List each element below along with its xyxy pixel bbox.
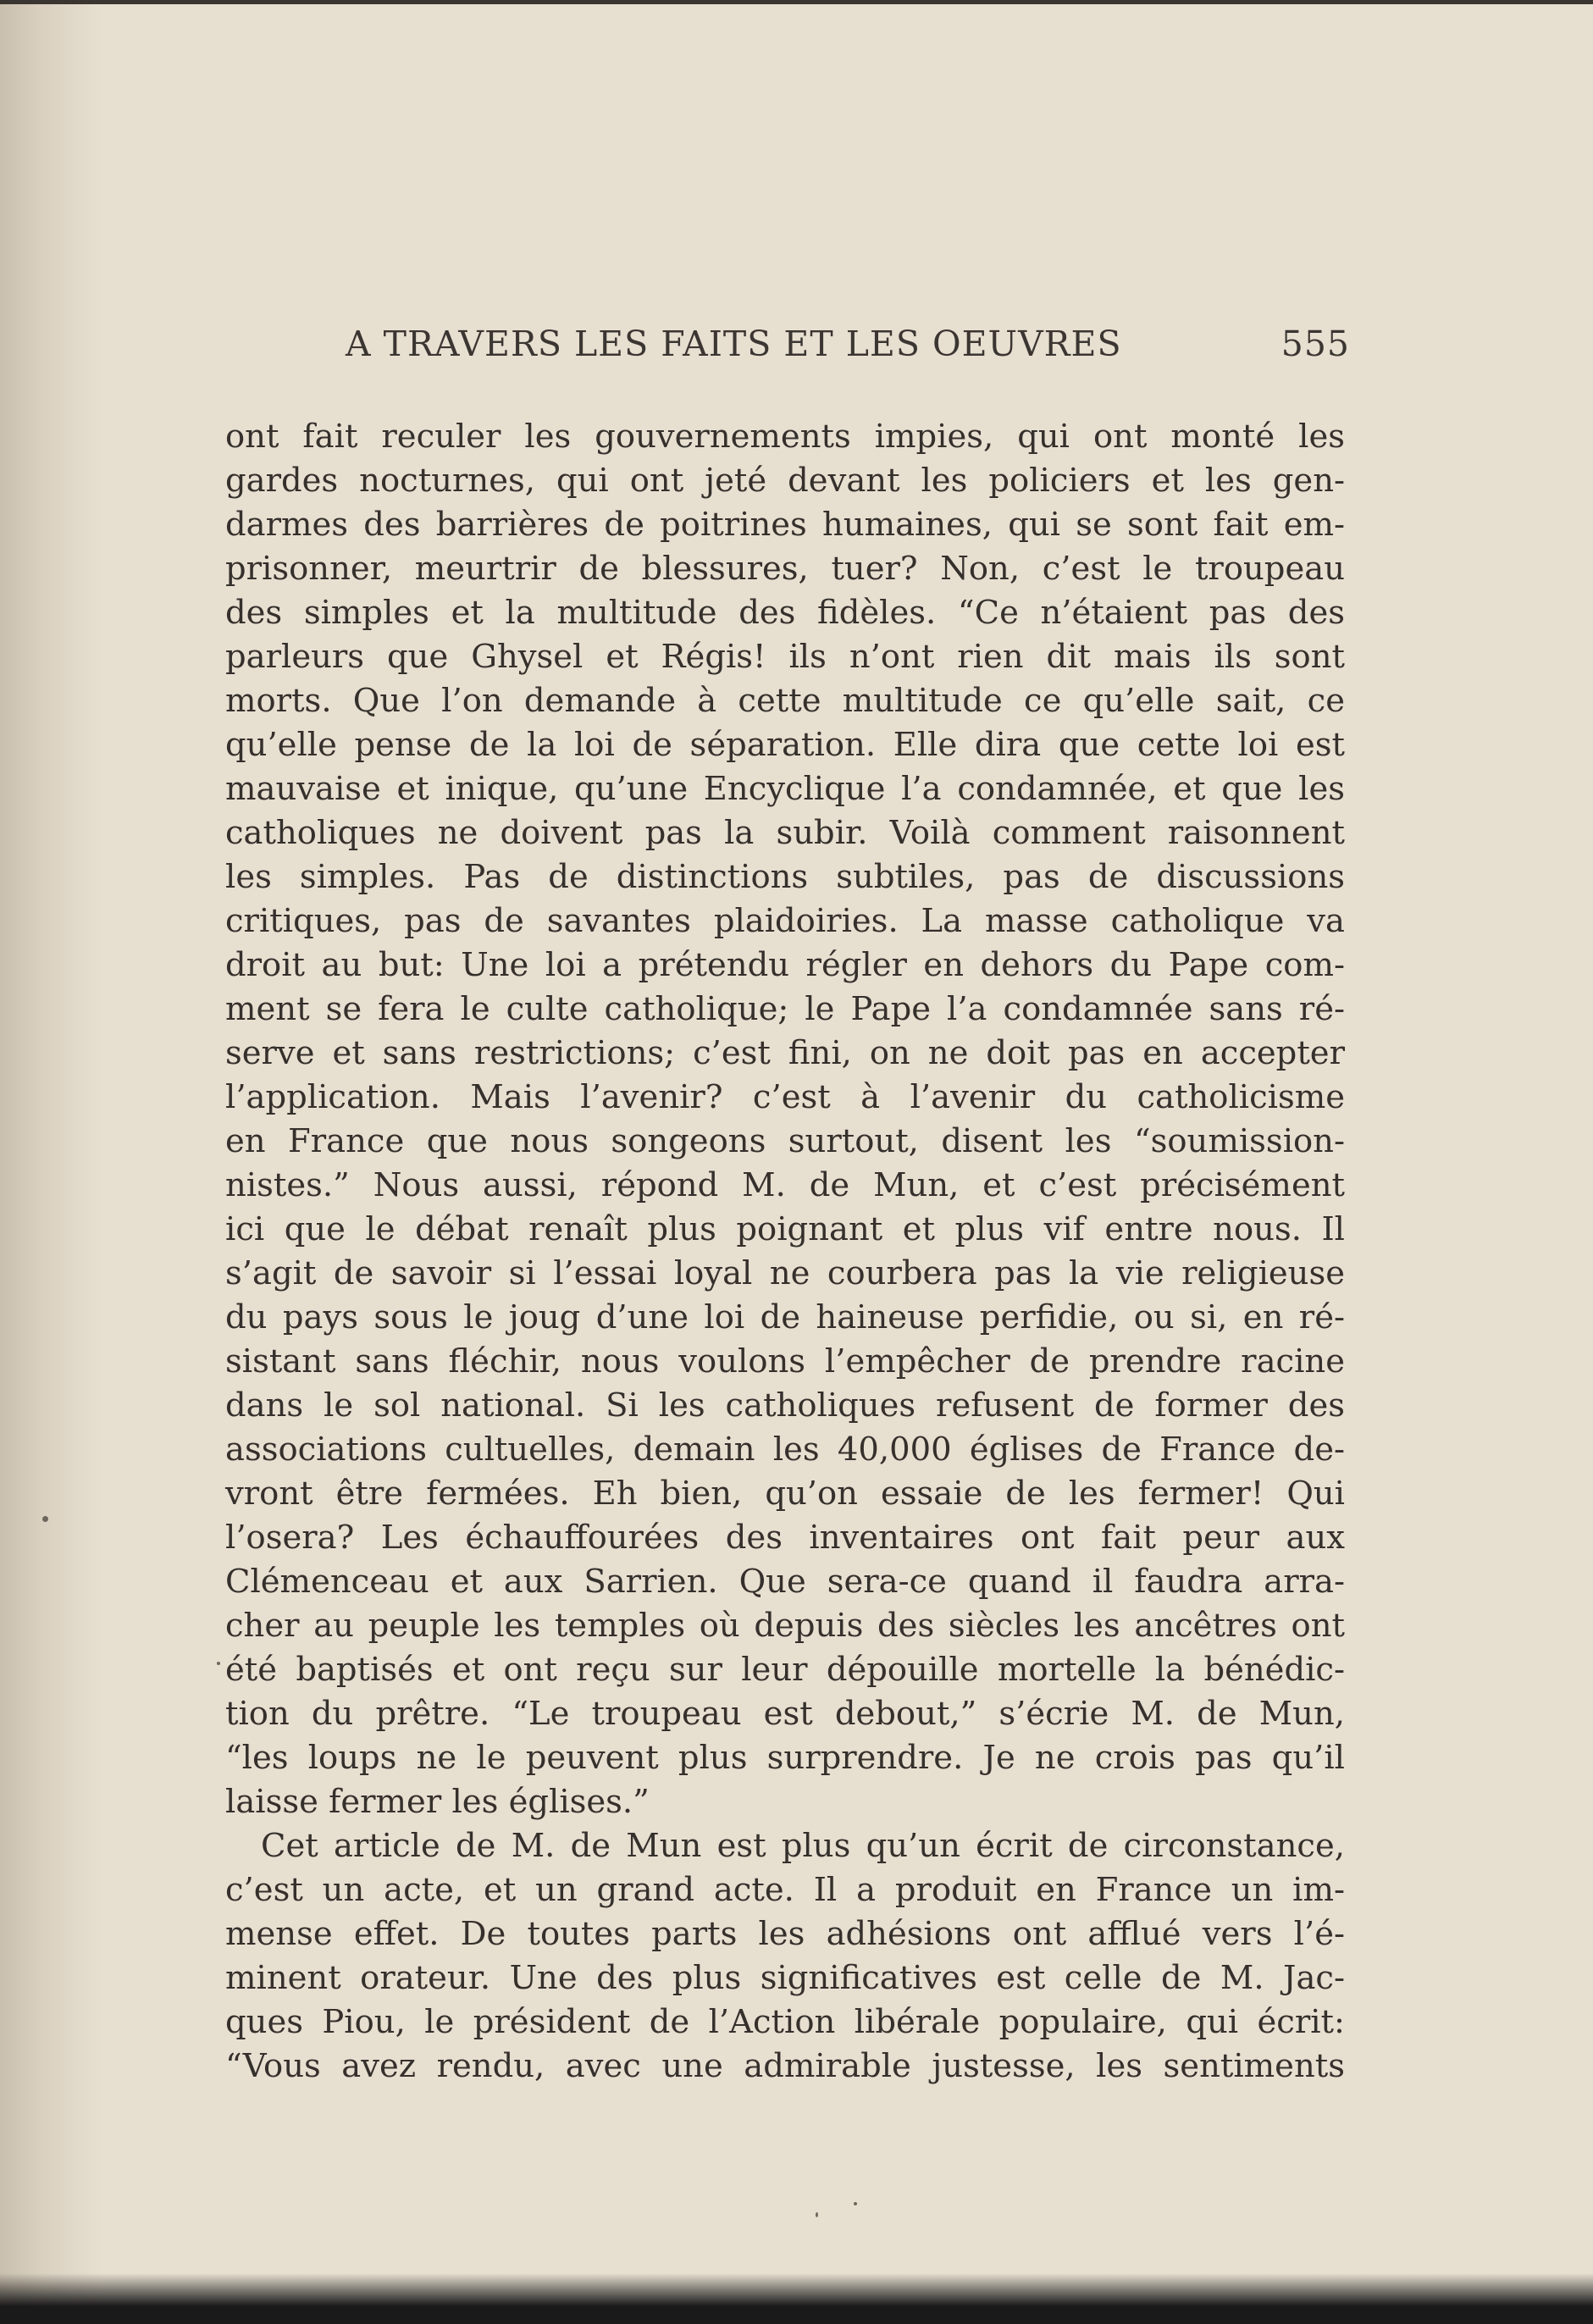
text-line: droit au but: Une loi a prétendu régler en dehors du Pape com-	[225, 946, 1345, 984]
paragraph-start-line: Cet article de M. de Mun est plus qu’un écrit de circonstance,	[261, 1827, 1345, 1865]
body-text	[225, 415, 1345, 2089]
page-top-edge	[0, 0, 1593, 4]
text-line: vront être fermées. Eh bien, qu’on essaie de les fermer! Qui	[225, 1475, 1345, 1513]
text-line: qu’elle pense de la loi de séparation. Elle dira que cette loi est	[225, 726, 1345, 764]
text-line: parleurs que Ghysel et Régis! ils n’ont rien dit mais ils sont	[225, 638, 1345, 676]
text-line: associations cultuelles, demain les 40,000 églises de France de-	[225, 1430, 1345, 1469]
text-line: tion du prêtre. “Le troupeau est debout,” s’écrie M. de Mun,	[225, 1695, 1345, 1733]
text-line: ici que le débat renaît plus poignant et plus vif entre nous. Il	[225, 1210, 1345, 1248]
text-line: mense effet. De toutes parts les adhésions ont afflué vers l’é-	[225, 1915, 1345, 1953]
text-line: serve et sans restrictions; c’est fini, on ne doit pas en accepter	[225, 1034, 1345, 1072]
page-gutter-shadow	[0, 0, 102, 2324]
running-head-title: A TRAVERS LES FAITS ET LES OEUVRES	[346, 324, 1122, 364]
text-line: ment se fera le culte catholique; le Pape l’a condamnée sans ré-	[225, 990, 1345, 1028]
running-head	[346, 324, 1350, 374]
page-bottom-edge	[0, 2273, 1593, 2324]
margin-speck	[42, 1516, 48, 1522]
text-line: ques Piou, le président de l’Action libérale populaire, qui écrit:	[225, 2003, 1345, 2041]
text-line: catholiques ne doivent pas la subir. Voilà comment raisonnent	[225, 814, 1345, 852]
text-line: c’est un acte, et un grand acte. Il a produit en France un im-	[225, 1871, 1345, 1909]
text-line: morts. Que l’on demande à cette multitude ce qu’elle sait, ce	[225, 682, 1345, 720]
text-line: mauvaise et inique, qu’une Encyclique l’a condamnée, et que les	[225, 770, 1345, 808]
text-line: darmes des barrières de poitrines humaines, qui se sont fait em-	[225, 506, 1345, 544]
text-line: Clémenceau et aux Sarrien. Que sera-ce quand il faudra arra-	[225, 1563, 1345, 1601]
text-line: minent orateur. Une des plus significatives est celle de M. Jac-	[225, 1959, 1345, 1997]
page-number: 555	[1280, 324, 1350, 364]
text-line: des simples et la multitude des fidèles. “Ce n’étaient pas des	[225, 594, 1345, 632]
text-line: en France que nous songeons surtout, disent les “soumission-	[225, 1122, 1345, 1160]
text-line: “les loups ne le peuvent plus surprendre. Je ne crois pas qu’il	[225, 1739, 1345, 1777]
text-line: du pays sous le joug d’une loi de haineuse perfidie, ou si, en ré-	[225, 1298, 1345, 1336]
text-line: l’application. Mais l’avenir? c’est à l’avenir du catholicisme	[225, 1078, 1345, 1116]
text-line: dans le sol national. Si les catholiques refusent de former des	[225, 1386, 1345, 1425]
text-line: l’osera? Les échauffourées des inventaires ont fait peur aux	[225, 1519, 1345, 1557]
margin-speck	[217, 1662, 220, 1665]
text-line: prisonner, meurtrir de blessures, tuer? Non, c’est le troupeau	[225, 550, 1345, 588]
text-line: gardes nocturnes, qui ont jeté devant les policiers et les gen-	[225, 462, 1345, 500]
text-line: ont fait reculer les gouvernements impies, qui ont monté les	[225, 418, 1345, 456]
text-line: s’agit de savoir si l’essai loyal ne courbera pas la vie religieuse	[225, 1254, 1345, 1292]
paragraph-end-line: laisse fermer les églises.”	[225, 1783, 650, 1821]
text-line: critiques, pas de savantes plaidoiries. La masse catholique va	[225, 902, 1345, 940]
text-line: sistant sans fléchir, nous voulons l’empêcher de prendre racine	[225, 1342, 1345, 1381]
page-speck	[816, 2212, 818, 2217]
text-line: “Vous avez rendu, avec une admirable justesse, les sentiments	[225, 2047, 1345, 2085]
text-line: été baptisés et ont reçu sur leur dépouille mortelle la bénédic-	[225, 1651, 1345, 1689]
text-line: les simples. Pas de distinctions subtiles, pas de discussions	[225, 858, 1345, 896]
page-speck	[854, 2202, 857, 2205]
text-line: cher au peuple les temples où depuis des siècles les ancêtres ont	[225, 1607, 1345, 1645]
text-line: nistes.” Nous aussi, répond M. de Mun, et c’est précisément	[225, 1166, 1345, 1204]
